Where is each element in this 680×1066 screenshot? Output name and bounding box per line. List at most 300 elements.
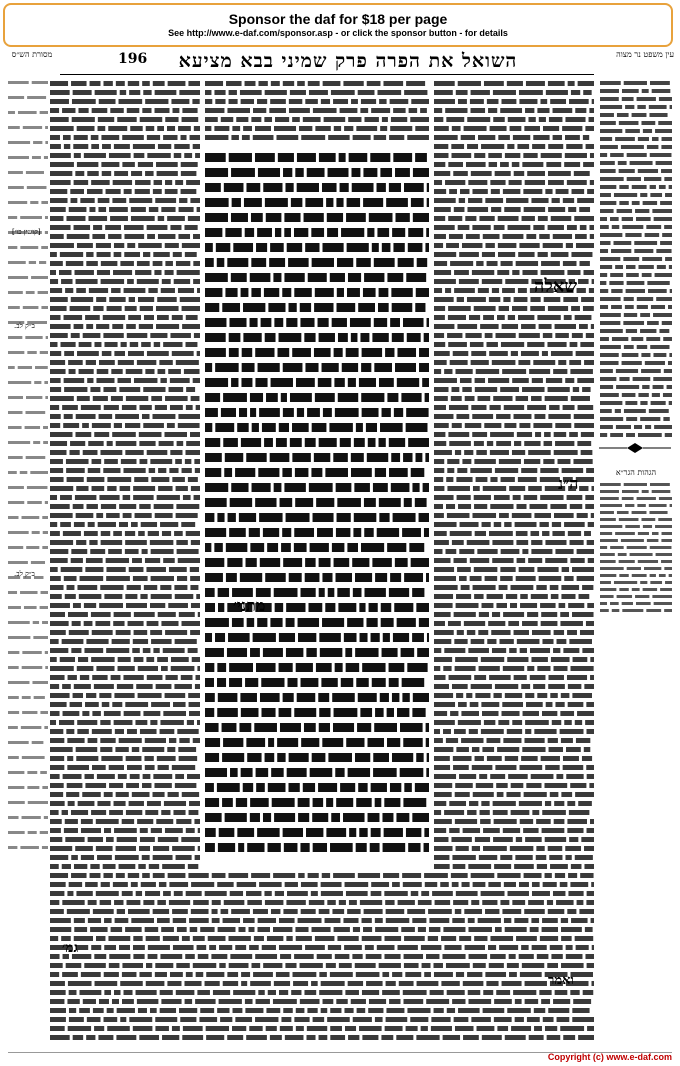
- text-word-mark: [193, 234, 200, 239]
- text-word-mark: [555, 702, 564, 707]
- text-word-mark: [482, 522, 491, 527]
- text-word-mark: [212, 918, 220, 923]
- text-word-mark: [263, 963, 282, 968]
- text-word-mark: [109, 297, 125, 302]
- text-word-mark: [585, 495, 594, 500]
- text-word-mark: [586, 900, 594, 905]
- text-word-mark: [464, 450, 473, 455]
- text-word-mark: [71, 810, 88, 815]
- text-word-mark: [600, 121, 616, 125]
- text-word-mark: [389, 588, 409, 597]
- text-word-mark: [524, 738, 544, 743]
- text-word-mark: [176, 360, 199, 365]
- text-word-mark: [145, 738, 166, 743]
- commentary-heading-sheela: שאלה: [534, 276, 578, 297]
- text-word-mark: [255, 378, 267, 387]
- text-word-mark: [178, 126, 191, 131]
- text-word-mark: [297, 81, 305, 86]
- text-word-mark: [490, 774, 505, 779]
- text-word-mark: [614, 241, 632, 245]
- text-word-mark: [333, 723, 354, 732]
- text-word-mark: [307, 408, 320, 417]
- text-word-mark: [151, 477, 169, 482]
- text-word-mark: [543, 1017, 554, 1022]
- text-word-mark: [509, 486, 525, 491]
- text-word-mark: [627, 546, 647, 549]
- text-word-mark: [22, 696, 31, 699]
- text-word-mark: [664, 369, 672, 373]
- text-word-mark: [91, 135, 99, 140]
- text-word-mark: [133, 144, 155, 149]
- text-word-mark: [367, 453, 388, 462]
- text-word-mark: [493, 396, 512, 401]
- text-word-mark: [573, 459, 592, 464]
- text-word-mark: [205, 198, 229, 207]
- text-word-mark: [610, 433, 623, 437]
- text-word-mark: [357, 723, 371, 732]
- text-word-mark: [264, 288, 279, 297]
- text-word-mark: [600, 497, 619, 500]
- text-word-mark: [293, 981, 308, 986]
- text-word-mark: [62, 900, 84, 905]
- text-word-mark: [457, 468, 467, 473]
- text-word-mark: [347, 198, 361, 207]
- text-word-mark: [463, 828, 480, 833]
- text-word-mark: [665, 193, 672, 197]
- text-word-mark: [256, 663, 276, 672]
- text-word-mark: [485, 333, 493, 338]
- text-word-mark: [127, 333, 148, 338]
- text-word-mark: [149, 864, 159, 869]
- text-word-mark: [600, 433, 607, 437]
- text-word-mark: [557, 639, 567, 644]
- text-word-mark: [27, 786, 39, 789]
- text-word-mark: [33, 141, 42, 144]
- text-word-mark: [499, 306, 509, 311]
- text-word-mark: [580, 873, 593, 878]
- text-word-mark: [91, 810, 106, 815]
- text-word-mark: [50, 324, 71, 329]
- text-word-mark: [182, 117, 199, 122]
- text-word-mark: [446, 504, 455, 509]
- text-word-mark: [76, 540, 86, 545]
- text-word-mark: [214, 126, 229, 131]
- text-word-mark: [504, 918, 511, 923]
- text-word-mark: [481, 891, 505, 896]
- text-word-mark: [67, 477, 84, 482]
- hagahot-column: [600, 482, 672, 612]
- text-word-mark: [644, 567, 661, 570]
- text-word-mark: [565, 855, 571, 860]
- text-word-mark: [527, 612, 538, 617]
- text-word-mark: [337, 498, 361, 507]
- text-word-mark: [563, 297, 578, 302]
- text-word-mark: [176, 540, 187, 545]
- text-word-mark: [538, 252, 548, 257]
- text-word-mark: [353, 588, 362, 597]
- text-word-mark: [446, 738, 458, 743]
- text-word-mark: [462, 882, 470, 887]
- text-word-mark: [251, 213, 263, 222]
- text-word-mark: [209, 945, 216, 950]
- text-word-mark: [146, 126, 155, 131]
- text-word-mark: [411, 558, 429, 567]
- text-word-mark: [273, 999, 297, 1004]
- text-word-mark: [278, 348, 290, 357]
- text-word-mark: [274, 981, 290, 986]
- text-word-mark: [474, 495, 491, 500]
- text-word-mark: [637, 305, 648, 309]
- text-word-mark: [181, 171, 197, 176]
- text-word-mark: [108, 126, 127, 131]
- text-word-mark: [126, 324, 136, 329]
- text-word-mark: [229, 963, 249, 968]
- text-word-mark: [568, 603, 584, 608]
- text-word-mark: [155, 1026, 169, 1031]
- text-word-mark: [98, 522, 116, 527]
- text-word-mark: [261, 318, 272, 327]
- text-word-mark: [406, 828, 421, 837]
- text-word-mark: [50, 819, 62, 824]
- text-word-mark: [277, 753, 285, 762]
- text-word-mark: [151, 594, 172, 599]
- text-word-mark: [20, 846, 39, 849]
- text-word-mark: [456, 414, 469, 419]
- sponsor-banner[interactable]: [3, 3, 673, 47]
- text-word-mark: [616, 425, 631, 429]
- text-word-mark: [185, 999, 193, 1004]
- text-word-mark: [105, 225, 121, 230]
- text-word-mark: [567, 495, 583, 500]
- text-word-mark: [194, 459, 200, 464]
- text-word-mark: [519, 882, 529, 887]
- text-word-mark: [217, 708, 238, 717]
- text-word-mark: [50, 189, 67, 194]
- text-word-mark: [93, 1008, 104, 1013]
- text-word-mark: [367, 81, 381, 86]
- text-word-mark: [403, 453, 412, 462]
- text-word-mark: [274, 588, 298, 597]
- text-word-mark: [172, 108, 179, 113]
- text-word-mark: [194, 333, 200, 338]
- text-word-mark: [410, 117, 429, 122]
- text-word-mark: [634, 249, 653, 253]
- text-word-mark: [554, 513, 574, 518]
- text-word-mark: [155, 198, 176, 203]
- text-word-mark: [315, 288, 334, 297]
- text-word-mark: [182, 792, 199, 797]
- text-word-mark: [622, 361, 642, 365]
- text-word-mark: [50, 450, 67, 455]
- text-word-mark: [632, 113, 647, 117]
- text-word-mark: [586, 621, 594, 626]
- text-word-mark: [632, 574, 647, 577]
- text-word-mark: [492, 648, 506, 653]
- text-word-mark: [434, 126, 449, 131]
- margin-note-1: [קושין כו׳]: [12, 228, 41, 236]
- text-word-mark: [665, 257, 672, 261]
- text-word-mark: [566, 945, 573, 950]
- text-word-mark: [561, 693, 570, 698]
- text-word-mark: [95, 90, 117, 95]
- text-word-mark: [91, 180, 110, 185]
- text-word-mark: [187, 720, 194, 725]
- text-word-mark: [92, 459, 102, 464]
- text-word-mark: [637, 297, 653, 301]
- text-word-mark: [624, 345, 634, 349]
- text-word-mark: [532, 810, 539, 815]
- text-word-mark: [515, 1017, 524, 1022]
- text-word-mark: [163, 711, 186, 716]
- text-word-mark: [280, 723, 301, 732]
- text-word-mark: [626, 265, 635, 269]
- text-word-mark: [205, 498, 227, 507]
- text-word-mark: [299, 126, 312, 131]
- text-word-mark: [618, 161, 627, 165]
- text-word-mark: [195, 468, 200, 473]
- text-word-mark: [182, 1035, 203, 1040]
- text-word-mark: [8, 816, 19, 819]
- text-word-mark: [417, 648, 429, 657]
- text-word-mark: [157, 900, 166, 905]
- text-word-mark: [139, 405, 151, 410]
- text-word-mark: [472, 846, 480, 851]
- text-word-mark: [74, 153, 81, 158]
- text-word-mark: [8, 156, 29, 159]
- text-word-mark: [50, 486, 73, 491]
- text-word-mark: [556, 900, 574, 905]
- text-word-mark: [217, 1008, 229, 1013]
- text-word-mark: [615, 532, 635, 535]
- text-word-mark: [262, 945, 276, 950]
- text-word-mark: [218, 603, 224, 612]
- text-word-mark: [63, 135, 71, 140]
- text-word-mark: [34, 696, 45, 699]
- text-word-mark: [85, 774, 94, 779]
- text-word-mark: [626, 433, 635, 437]
- text-word-mark: [75, 270, 94, 275]
- text-word-mark: [78, 801, 95, 806]
- text-word-mark: [563, 1035, 575, 1040]
- text-word-mark: [206, 972, 224, 977]
- text-word-mark: [643, 201, 657, 205]
- text-word-mark: [292, 423, 309, 432]
- text-word-mark: [72, 117, 95, 122]
- text-word-mark: [205, 468, 221, 477]
- text-word-mark: [531, 198, 548, 203]
- text-word-mark: [50, 909, 64, 914]
- text-word-mark: [650, 546, 672, 549]
- text-word-mark: [317, 954, 332, 959]
- mesoret-label: מסורת הש״ס: [11, 50, 53, 59]
- page-number: 196: [118, 51, 148, 67]
- text-word-mark: [133, 1026, 153, 1031]
- text-word-mark: [498, 243, 517, 248]
- text-word-mark: [600, 602, 607, 605]
- text-word-mark: [485, 576, 498, 581]
- ein-mishpat-column: [600, 80, 672, 440]
- text-word-mark: [418, 900, 432, 905]
- text-word-mark: [332, 543, 345, 552]
- text-word-mark: [176, 504, 199, 509]
- text-word-mark: [533, 135, 549, 140]
- text-word-mark: [334, 348, 343, 357]
- text-word-mark: [294, 228, 308, 237]
- text-word-mark: [80, 675, 89, 680]
- text-word-mark: [104, 972, 119, 977]
- text-word-mark: [50, 972, 59, 977]
- text-word-mark: [505, 1035, 526, 1040]
- text-word-mark: [77, 351, 99, 356]
- text-word-mark: [321, 678, 337, 687]
- text-word-mark: [580, 342, 594, 347]
- text-word-mark: [165, 396, 188, 401]
- text-word-mark: [25, 336, 42, 339]
- text-word-mark: [8, 426, 22, 429]
- text-word-mark: [270, 618, 282, 627]
- text-word-mark: [119, 387, 140, 392]
- text-word-mark: [137, 819, 153, 824]
- text-word-mark: [454, 558, 467, 563]
- text-word-mark: [519, 333, 540, 338]
- text-word-mark: [232, 198, 241, 207]
- text-word-mark: [265, 753, 275, 762]
- text-word-mark: [163, 648, 185, 653]
- text-word-mark: [8, 291, 23, 294]
- text-word-mark: [389, 183, 401, 192]
- text-word-mark: [669, 353, 672, 357]
- text-word-mark: [23, 126, 42, 129]
- text-word-mark: [243, 783, 253, 792]
- text-word-mark: [498, 252, 515, 257]
- text-word-mark: [84, 963, 106, 968]
- text-word-mark: [172, 1026, 180, 1031]
- text-word-mark: [50, 648, 68, 653]
- text-word-mark: [195, 855, 200, 860]
- text-word-mark: [101, 261, 118, 266]
- text-word-mark: [28, 801, 48, 804]
- text-word-mark: [319, 723, 330, 732]
- text-word-mark: [600, 201, 616, 205]
- text-word-mark: [372, 243, 379, 252]
- text-word-mark: [382, 972, 389, 977]
- text-word-mark: [160, 522, 178, 527]
- text-word-mark: [249, 1026, 262, 1031]
- text-word-mark: [345, 1026, 356, 1031]
- text-word-mark: [643, 525, 652, 528]
- text-word-mark: [615, 409, 621, 413]
- text-word-mark: [102, 702, 110, 707]
- text-word-mark: [600, 81, 621, 85]
- text-word-mark: [450, 711, 458, 716]
- text-word-mark: [434, 684, 449, 689]
- text-word-mark: [435, 900, 451, 905]
- text-word-mark: [292, 117, 300, 122]
- text-word-mark: [580, 261, 590, 266]
- text-word-mark: [196, 972, 204, 977]
- text-word-mark: [205, 90, 211, 95]
- text-word-mark: [650, 193, 662, 197]
- text-word-mark: [79, 990, 101, 995]
- text-word-mark: [654, 602, 672, 605]
- text-word-mark: [642, 490, 649, 493]
- text-word-mark: [519, 801, 542, 806]
- text-word-mark: [77, 585, 97, 590]
- text-word-mark: [344, 945, 362, 950]
- text-word-mark: [395, 213, 409, 222]
- text-word-mark: [99, 360, 115, 365]
- text-word-mark: [428, 936, 438, 941]
- text-word-mark: [467, 297, 486, 302]
- text-word-mark: [247, 753, 261, 762]
- text-word-mark: [415, 498, 427, 507]
- text-word-mark: [559, 603, 566, 608]
- text-word-mark: [589, 117, 594, 122]
- text-word-mark: [283, 558, 302, 567]
- text-word-mark: [578, 279, 589, 284]
- text-word-mark: [95, 621, 110, 626]
- text-word-mark: [638, 169, 658, 173]
- text-word-mark: [243, 333, 261, 342]
- text-word-mark: [114, 423, 122, 428]
- text-word-mark: [392, 693, 399, 702]
- text-word-mark: [348, 117, 361, 122]
- text-word-mark: [322, 363, 339, 372]
- text-word-mark: [22, 756, 45, 759]
- text-word-mark: [117, 909, 125, 914]
- text-word-mark: [243, 126, 252, 131]
- text-word-mark: [624, 483, 647, 486]
- text-word-mark: [172, 909, 188, 914]
- text-word-mark: [126, 783, 139, 788]
- text-word-mark: [68, 612, 88, 617]
- text-word-mark: [114, 720, 133, 725]
- text-word-mark: [289, 303, 297, 312]
- text-word-mark: [506, 198, 528, 203]
- text-word-mark: [144, 585, 157, 590]
- text-word-mark: [8, 501, 24, 504]
- text-word-mark: [511, 585, 534, 590]
- text-word-mark: [582, 756, 592, 761]
- text-word-mark: [362, 1035, 378, 1040]
- text-word-mark: [622, 217, 633, 221]
- text-word-mark: [305, 573, 320, 582]
- text-word-mark: [396, 1035, 413, 1040]
- text-word-mark: [160, 729, 175, 734]
- text-word-mark: [354, 483, 370, 492]
- text-word-mark: [69, 369, 76, 374]
- text-word-mark: [631, 337, 643, 341]
- text-word-mark: [297, 408, 304, 417]
- text-word-mark: [69, 1008, 76, 1013]
- text-word-mark: [318, 378, 332, 387]
- text-word-mark: [384, 828, 403, 837]
- text-line-texture: [50, 872, 594, 1048]
- text-word-mark: [245, 228, 254, 237]
- text-word-mark: [434, 720, 455, 725]
- text-word-mark: [157, 297, 177, 302]
- text-word-mark: [587, 963, 594, 968]
- text-word-mark: [8, 456, 23, 459]
- text-word-mark: [347, 618, 363, 627]
- text-word-mark: [418, 927, 426, 932]
- text-word-mark: [571, 864, 582, 869]
- text-word-mark: [187, 774, 200, 779]
- text-word-mark: [587, 774, 594, 779]
- text-word-mark: [290, 438, 302, 447]
- text-word-mark: [185, 954, 195, 959]
- text-word-mark: [493, 117, 505, 122]
